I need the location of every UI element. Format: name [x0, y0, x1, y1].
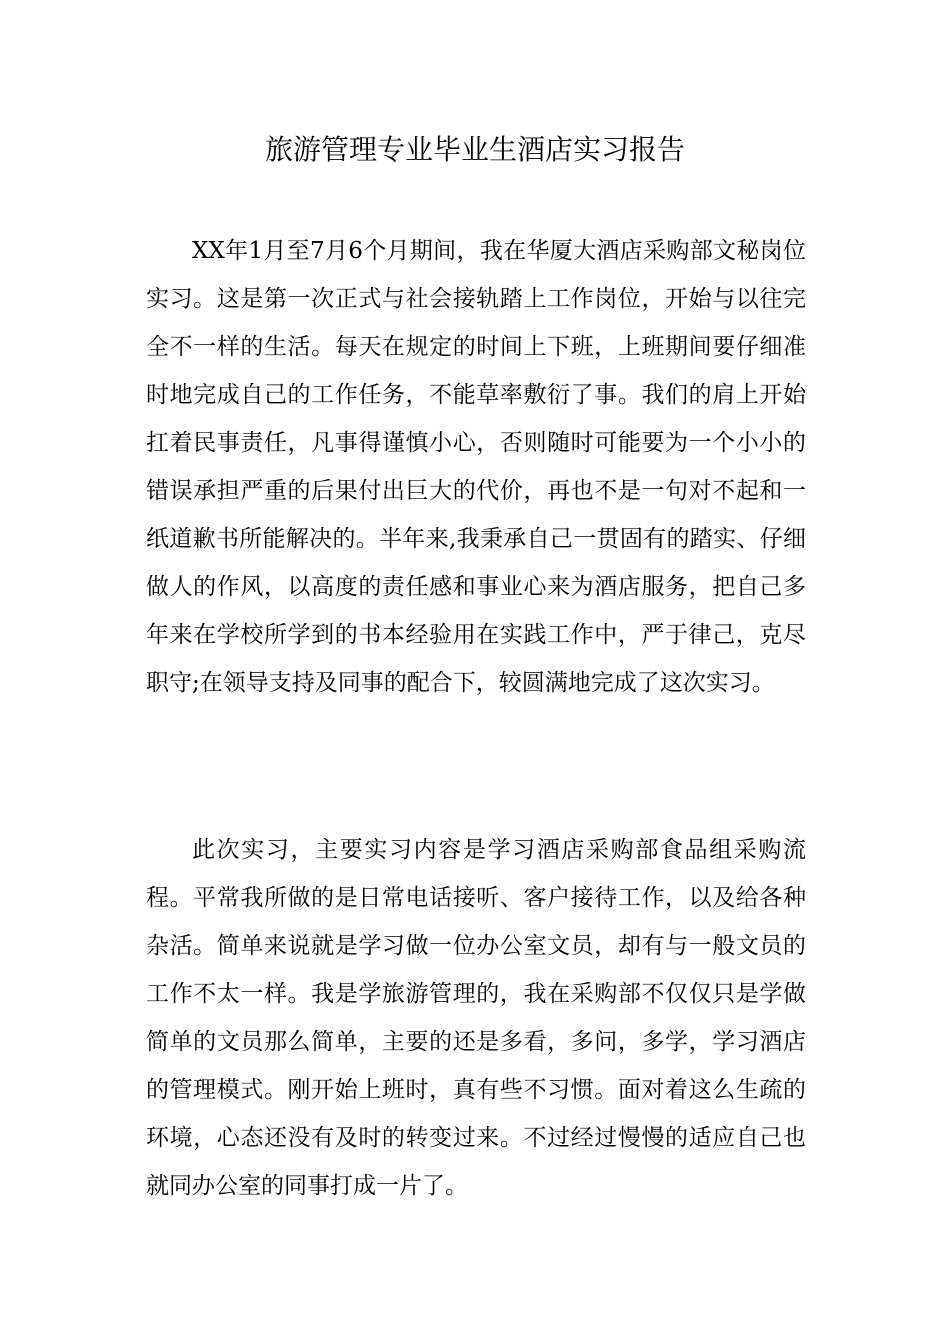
document-title: 旅游管理专业毕业生酒店实习报告 [264, 133, 685, 166]
paragraph-internship-content: 此次实习，主要实习内容是学习酒店采购部食品组采购流程。平常我所做的是日常电话接听、客户接待工作，以及给各种杂活。简单来说就是学习做一位办公室文员，却有与一般文员的工作不太一样。我是学旅游管理的，我在采购部不仅仅只是学做简单的文员那么简单，主要的还是多看，多问，多学，学习酒店的管理模式。刚开始上班时，真有些不习惯。面对着这么生疏的环境，心态还没有及时的转变过来。不过经过慢慢的适应自己也就同办公室的同事打成一片了。 [146, 837, 806, 1199]
paragraph-internship-overview: XX年1月至7月6个月期间，我在华厦大酒店采购部文秘岗位实习。这是第一次正式与社会接轨踏上工作岗位，开始与以往完全不一样的生活。每天在规定的时间上下班，上班期间要仔细准时地完成自己的工作任务，不能草率敷衍了事。我们的肩上开始扛着民事责任，凡事得谨慎小心，否则随时可能要为一个小小的错误承担严重的后果付出巨大的代价，再也不是一句对不起和一纸道歉书所能解决的。半年来,我秉承自己一贯固有的踏实、仔细做人的作风，以高度的责任感和事业心来为酒店服务，把自己多年来在学校所学到的书本经验用在实践工作中，严于律己，克尽职守;在领导支持及同事的配合下，较圆满地完成了这次实习。 [146, 238, 806, 696]
